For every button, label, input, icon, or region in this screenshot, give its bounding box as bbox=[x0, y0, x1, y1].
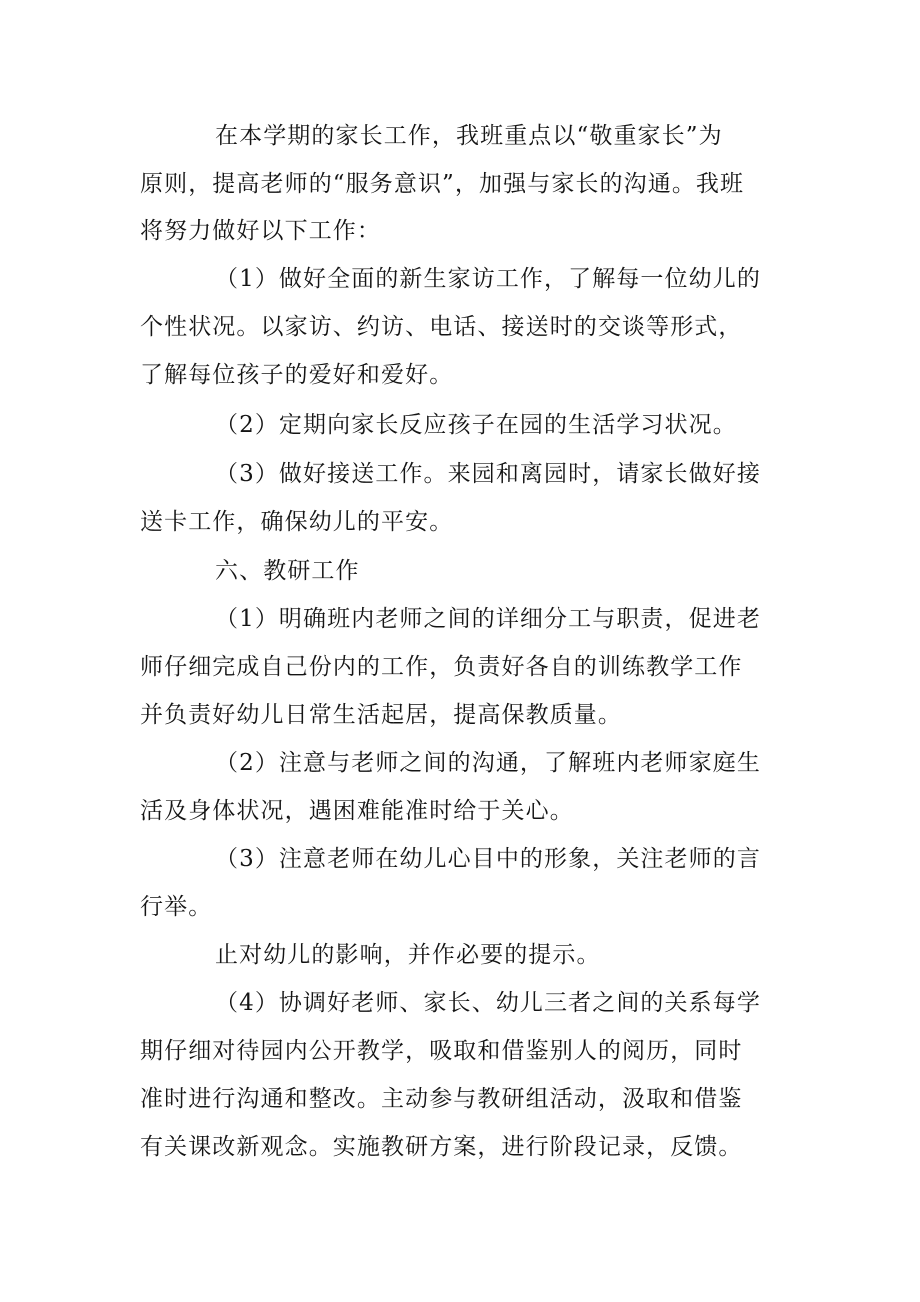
text-line: （3）做好接送工作。来园和离园时，请家长做好接 bbox=[215, 461, 761, 487]
text-line: （1）明确班内老师之间的详细分工与职责，促进老 bbox=[215, 606, 761, 632]
text-line: （3）注意老师在幼儿心目中的形象，关注老师的言 bbox=[215, 846, 761, 872]
text-line: 原则，提高老师的“服务意识”，加强与家长的沟通。我班 bbox=[140, 171, 745, 197]
section-heading: 六、教研工作 bbox=[215, 558, 360, 584]
text-line: （2）定期向家长反应孩子在园的生活学习状况。 bbox=[215, 412, 737, 438]
text-line: （1）做好全面的新生家访工作，了解每一位幼儿的 bbox=[215, 266, 761, 292]
text-line: 期仔细对待园内公开教学，吸取和借鉴别人的阅历，同时 bbox=[140, 1038, 743, 1064]
text-line: 止对幼儿的影响，并作必要的提示。 bbox=[215, 942, 601, 968]
text-line: （4）协调好老师、家长、幼儿三者之间的关系每学 bbox=[215, 990, 761, 1016]
text-line: 师仔细完成自己份内的工作，负责好各自的训练教学工作 bbox=[140, 654, 743, 680]
text-line: 有关课改新观念。实施教研方案，进行阶段记录，反馈。 bbox=[140, 1134, 743, 1160]
text-line: 个性状况。以家访、约访、电话、接送时的交谈等形式， bbox=[140, 314, 743, 340]
text-line: 将努力做好以下工作： bbox=[140, 218, 381, 244]
text-line: 在本学期的家长工作，我班重点以“敬重家长”为 bbox=[215, 123, 723, 149]
text-line: 送卡工作，确保幼儿的平安。 bbox=[140, 509, 454, 535]
text-line: 准时进行沟通和整改。主动参与教研组活动，汲取和借鉴 bbox=[140, 1086, 743, 1112]
text-line: 行举。 bbox=[140, 894, 213, 920]
text-line: 并负责好幼儿日常生活起居，提高保教质量。 bbox=[140, 702, 622, 728]
text-line: 了解每位孩子的爱好和爱好。 bbox=[140, 362, 454, 388]
text-line: 活及身体状况，遇困难能准时给于关心。 bbox=[140, 798, 574, 824]
text-line: （2）注意与老师之间的沟通，了解班内老师家庭生 bbox=[215, 750, 761, 776]
